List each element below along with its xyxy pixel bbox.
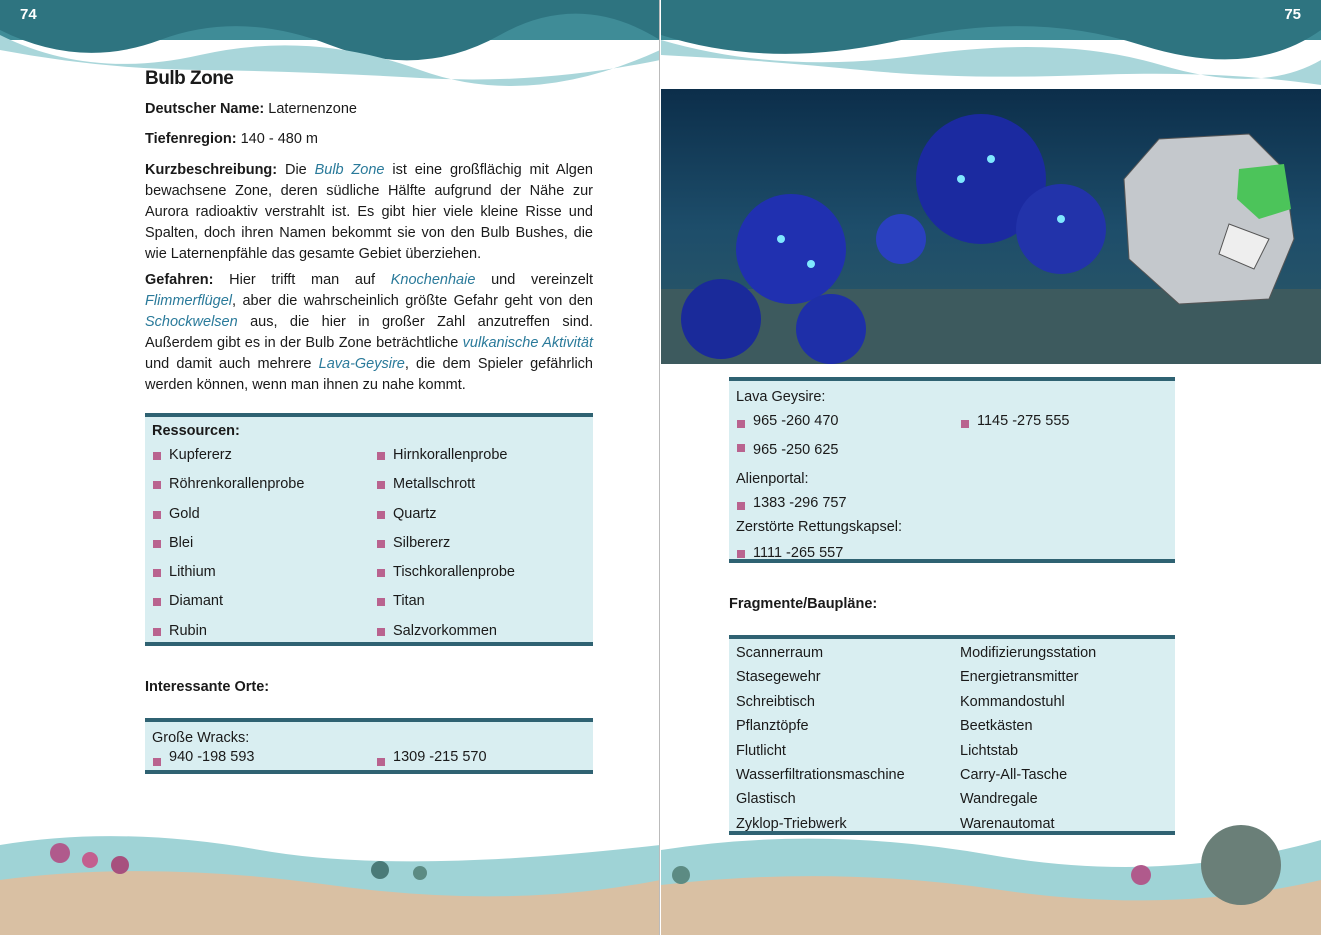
right-page xyxy=(661,0,1321,935)
fragment-item: Warenautomat xyxy=(960,815,1055,832)
geyser-coord: 965 -250 625 xyxy=(736,433,960,467)
resource-item: Blei xyxy=(152,529,376,558)
portal-label: Alienportal: xyxy=(736,471,809,487)
wreck-coord: 1309 -215 570 xyxy=(376,747,600,767)
places-heading: Interessante Orte: xyxy=(145,679,270,695)
page-title: Bulb Zone xyxy=(145,68,234,89)
bulb-zone-screenshot xyxy=(661,89,1321,364)
text-segment: Die xyxy=(277,162,315,178)
left-page xyxy=(0,0,660,935)
fragment-item: Scannerraum xyxy=(736,645,824,661)
fragment-item: Wandregale xyxy=(960,791,1038,808)
fragment-item: Beetkästen xyxy=(960,718,1033,735)
resource-item: Hirnkorallenprobe xyxy=(376,441,600,470)
geyser-coord: 1145 -275 555 xyxy=(960,409,1182,433)
fragment-item: Zyklop-Triebwerk xyxy=(736,815,847,832)
depth: Tiefenregion: 140 - 480 m xyxy=(145,131,318,147)
resource-item: Lithium xyxy=(152,558,376,587)
page-number: 74 xyxy=(20,6,37,23)
geysers-label: Lava Geysire: xyxy=(736,389,826,405)
text-segment: aus, die hier in großer Zahl anzutreffen sind. Außerdem gibt es in der Bulb Zone beträchtliche xyxy=(145,314,593,351)
fragment-item: Carry-All-Tasche xyxy=(960,767,1068,784)
pod-label: Zerstörte Rettungskapsel: xyxy=(736,519,903,535)
page-number: 75 xyxy=(1284,6,1301,23)
text-segment: , die dem Spieler gefährlich werden können, wenn man ihnen zu nahe kommt. xyxy=(145,356,593,393)
fragment-item: Kommandostuhl xyxy=(960,693,1065,710)
wrecks-label: Große Wracks: xyxy=(152,730,250,746)
highlighted-term: Schockwelsen xyxy=(145,314,238,330)
text-segment: , aber die wahrscheinlich größte Gefahr geht von den xyxy=(232,293,593,309)
resource-item: Titan xyxy=(376,587,600,616)
text-segment: Hier trifft man auf xyxy=(213,272,391,288)
highlighted-term: Flimmerflügel xyxy=(145,293,233,309)
resource-item: Röhrenkorallenprobe xyxy=(152,470,376,499)
geyser-coord: 965 -260 470 xyxy=(736,409,960,433)
text-segment: und damit auch mehrere xyxy=(145,356,319,372)
german-name: Deutscher Name: Laternenzone xyxy=(145,101,357,117)
resource-item: Salzvorkommen xyxy=(376,617,600,646)
highlighted-term: Knochenhaie xyxy=(390,272,476,288)
pod-coord: 1111 -265 557 xyxy=(736,539,1168,567)
portal-coord: 1383 -296 757 xyxy=(736,491,1168,515)
locations-box xyxy=(729,377,1175,563)
resource-item: Gold xyxy=(152,500,376,529)
fragment-item: Flutlicht xyxy=(736,742,786,759)
description: Kurzbeschreibung: Die Bulb Zone ist eine großflächig mit Algen bewachsene Zone, deren südliche Hälfte aufgrund der Nähe zur Aurora radioaktiv verstrahlt ist. Es gibt hier viele kleine Risse und Spalten, doch ihren Namen bekommt sie von den Bulb Bushes, die wie Laternenpfähle das gesamte Gebiet überziehen. xyxy=(145,162,593,262)
fragment-item: Modifizierungsstation xyxy=(960,645,1097,661)
resource-item: Diamant xyxy=(152,587,376,616)
wave-header-decoration xyxy=(0,0,660,90)
resource-item: Metallschrott xyxy=(376,470,600,499)
fragment-item: Glastisch xyxy=(736,791,796,808)
resource-item: Kupfererz xyxy=(152,441,376,470)
highlighted-term: vulkanische Aktivität xyxy=(462,335,593,351)
seabed-decoration xyxy=(0,825,660,935)
fragment-item: Lichtstab xyxy=(960,742,1019,759)
zone-map-icon xyxy=(1119,129,1299,309)
resource-item: Rubin xyxy=(152,617,376,646)
text-segment: und vereinzelt xyxy=(475,272,594,288)
highlighted-term: Lava-Geysire xyxy=(318,356,405,372)
resource-item: Silbererz xyxy=(376,529,600,558)
resources-box xyxy=(145,413,593,646)
resource-item: Tischkorallenprobe xyxy=(376,558,600,587)
fragment-item: Energietransmitter xyxy=(960,669,1079,686)
fragment-item: Wasserfiltrationsmaschine xyxy=(736,767,905,784)
resource-item: Quartz xyxy=(376,500,600,529)
wreck-coord: 940 -198 593 xyxy=(152,747,376,767)
fragment-item: Schreibtisch xyxy=(736,693,815,710)
text-segment: ist eine großflächig mit Algen bewachsene Zone, deren südliche Hälfte aufgrund der Nähe zur Aurora radioaktiv verstrahlt ist. Es gibt hier viele kleine Risse und Spalten, doch ihren Namen bekommt sie von den Bulb Bushes, die wie Laternenpfähle das gesamte Gebiet überziehen. xyxy=(145,162,593,262)
fragment-item: Pflanztöpfe xyxy=(736,718,809,735)
wave-header-decoration xyxy=(661,0,1321,90)
fragment-item: Stasegewehr xyxy=(736,669,821,686)
seabed-decoration xyxy=(661,825,1321,935)
fragments-heading: Fragmente/Baupläne: xyxy=(729,596,878,612)
highlighted-term: Bulb Zone xyxy=(314,162,385,178)
fragments-box xyxy=(729,635,1175,835)
wrecks-box xyxy=(145,718,593,774)
resources-heading: Ressourcen: xyxy=(152,423,240,439)
dangers: Gefahren: Hier trifft man auf Knochenhaie und vereinzelt Flimmerflügel, aber die wahrscheinlich größte Gefahr geht von den Schockwelsen aus, die hier in großer Zahl anzutreffen sind. Außerdem gibt es in der Bulb Zone beträchtliche vulkanische Aktivität und damit auch mehrere Lava-Geysire, die dem Spieler gefährlich werden können, wenn man ihnen zu nahe kommt. xyxy=(145,272,594,393)
